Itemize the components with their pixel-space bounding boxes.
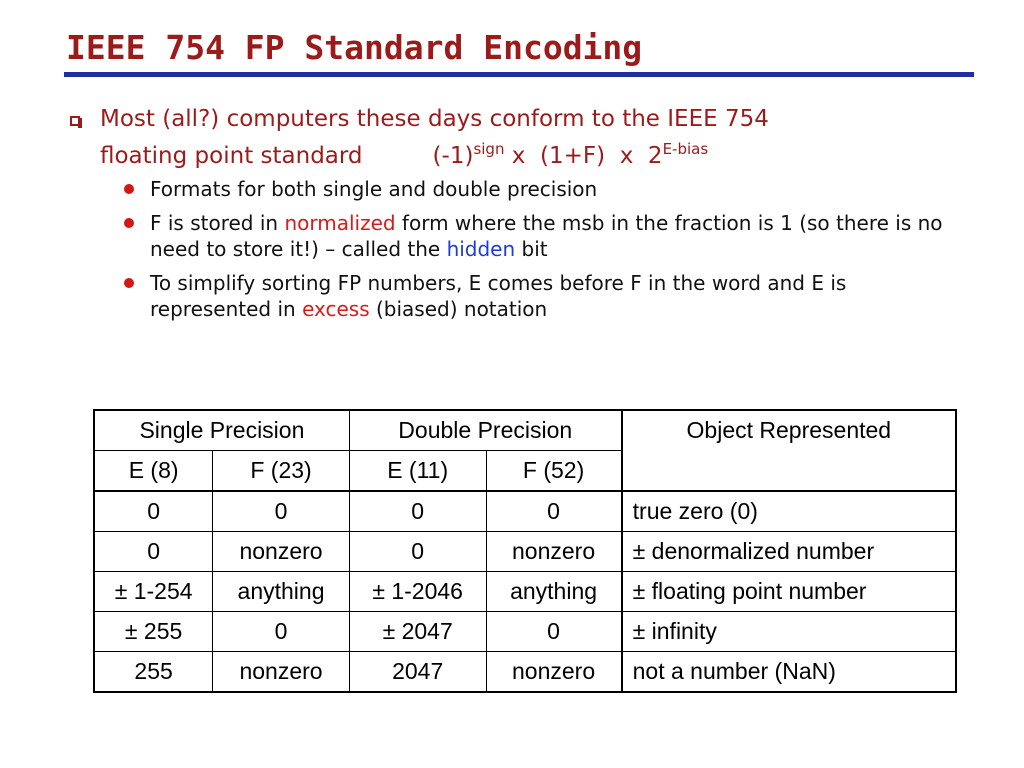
table-cell: ± 2047 [349, 612, 486, 652]
table-cell: anything [213, 572, 350, 612]
table-cell: anything [486, 572, 622, 612]
cell-object: not a number (NaN) [622, 652, 956, 693]
table-cell: ± 1-254 [94, 572, 213, 612]
round-bullet-icon [124, 184, 134, 194]
header-double-precision: Double Precision [349, 410, 621, 451]
table-cell: 0 [349, 491, 486, 532]
round-bullet-icon [124, 218, 134, 228]
sub-bullet-1 [150, 176, 960, 202]
header-f52: F (52) [486, 451, 622, 492]
cell-object: ± denormalized number [622, 532, 956, 572]
main-bullet [100, 104, 930, 171]
table-cell: 0 [486, 491, 622, 532]
table-row [94, 491, 956, 532]
highlight-normalized: normalized [284, 211, 396, 235]
table-cell: nonzero [213, 532, 350, 572]
table-row [94, 652, 956, 693]
sub-bullet-3-text: To simplify sorting FP numbers, E comes before F in the word and E is represented in [150, 271, 847, 321]
table-cell: nonzero [486, 532, 622, 572]
table-row [94, 572, 956, 612]
sub-bullet-2-text: F is stored in [150, 211, 285, 235]
table-cell: 0 [349, 532, 486, 572]
header-object-represented: Object Represented [622, 410, 956, 491]
cell-object: ± infinity [622, 612, 956, 652]
table-cell: 0 [94, 532, 213, 572]
cell-object: true zero (0) [622, 491, 956, 532]
main-bullet-line2-text: floating point standard [100, 143, 363, 169]
table-cell: nonzero [213, 652, 350, 693]
table-body [94, 491, 956, 692]
main-bullet-line1: Most (all?) computers these days conform to the IEEE 754 [100, 106, 769, 132]
formula-sign-exponent: sign [473, 140, 505, 158]
sub-bullet-list [150, 176, 960, 330]
table-cell: nonzero [486, 652, 622, 693]
main-bullet-line2 [100, 134, 930, 171]
table-cell: 0 [486, 612, 622, 652]
formula-base: (-1) [432, 143, 474, 169]
sub-bullet-2-text-cont: form where the msb in the fraction is 1 (so there is no need to store it!) – called the [150, 211, 943, 261]
slide-title: IEEE 754 FP Standard Encoding [66, 28, 643, 67]
formula-middle: x (1+F) x 2 [504, 143, 663, 169]
cell-object: ± floating point number [622, 572, 956, 612]
sub-bullet-2 [150, 210, 960, 262]
title-underline [64, 72, 974, 77]
table-cell: 0 [213, 612, 350, 652]
sub-bullet-2-end: bit [515, 237, 548, 261]
header-e8: E (8) [94, 451, 213, 492]
table-cell: 255 [94, 652, 213, 693]
header-single-precision: Single Precision [94, 410, 349, 451]
table-cell: ± 255 [94, 612, 213, 652]
sub-bullet-1-text: Formats for both single and double precision [150, 177, 598, 201]
highlight-hidden: hidden [446, 237, 516, 261]
highlight-excess: excess [302, 297, 370, 321]
encoding-table [93, 409, 957, 693]
table-cell: 2047 [349, 652, 486, 693]
table-row [94, 532, 956, 572]
round-bullet-icon [124, 278, 134, 288]
formula-exponent: E-bias [662, 140, 709, 158]
header-f23: F (23) [213, 451, 350, 492]
formula [432, 140, 709, 169]
sub-bullet-3 [150, 270, 960, 322]
table-row [94, 612, 956, 652]
header-e11: E (11) [349, 451, 486, 492]
table-cell: ± 1-2046 [349, 572, 486, 612]
table-cell: 0 [213, 491, 350, 532]
sub-bullet-3-end: (biased) notation [369, 297, 548, 321]
table-cell: 0 [94, 491, 213, 532]
table-header-row [94, 410, 956, 451]
square-bullet-icon [70, 116, 80, 126]
